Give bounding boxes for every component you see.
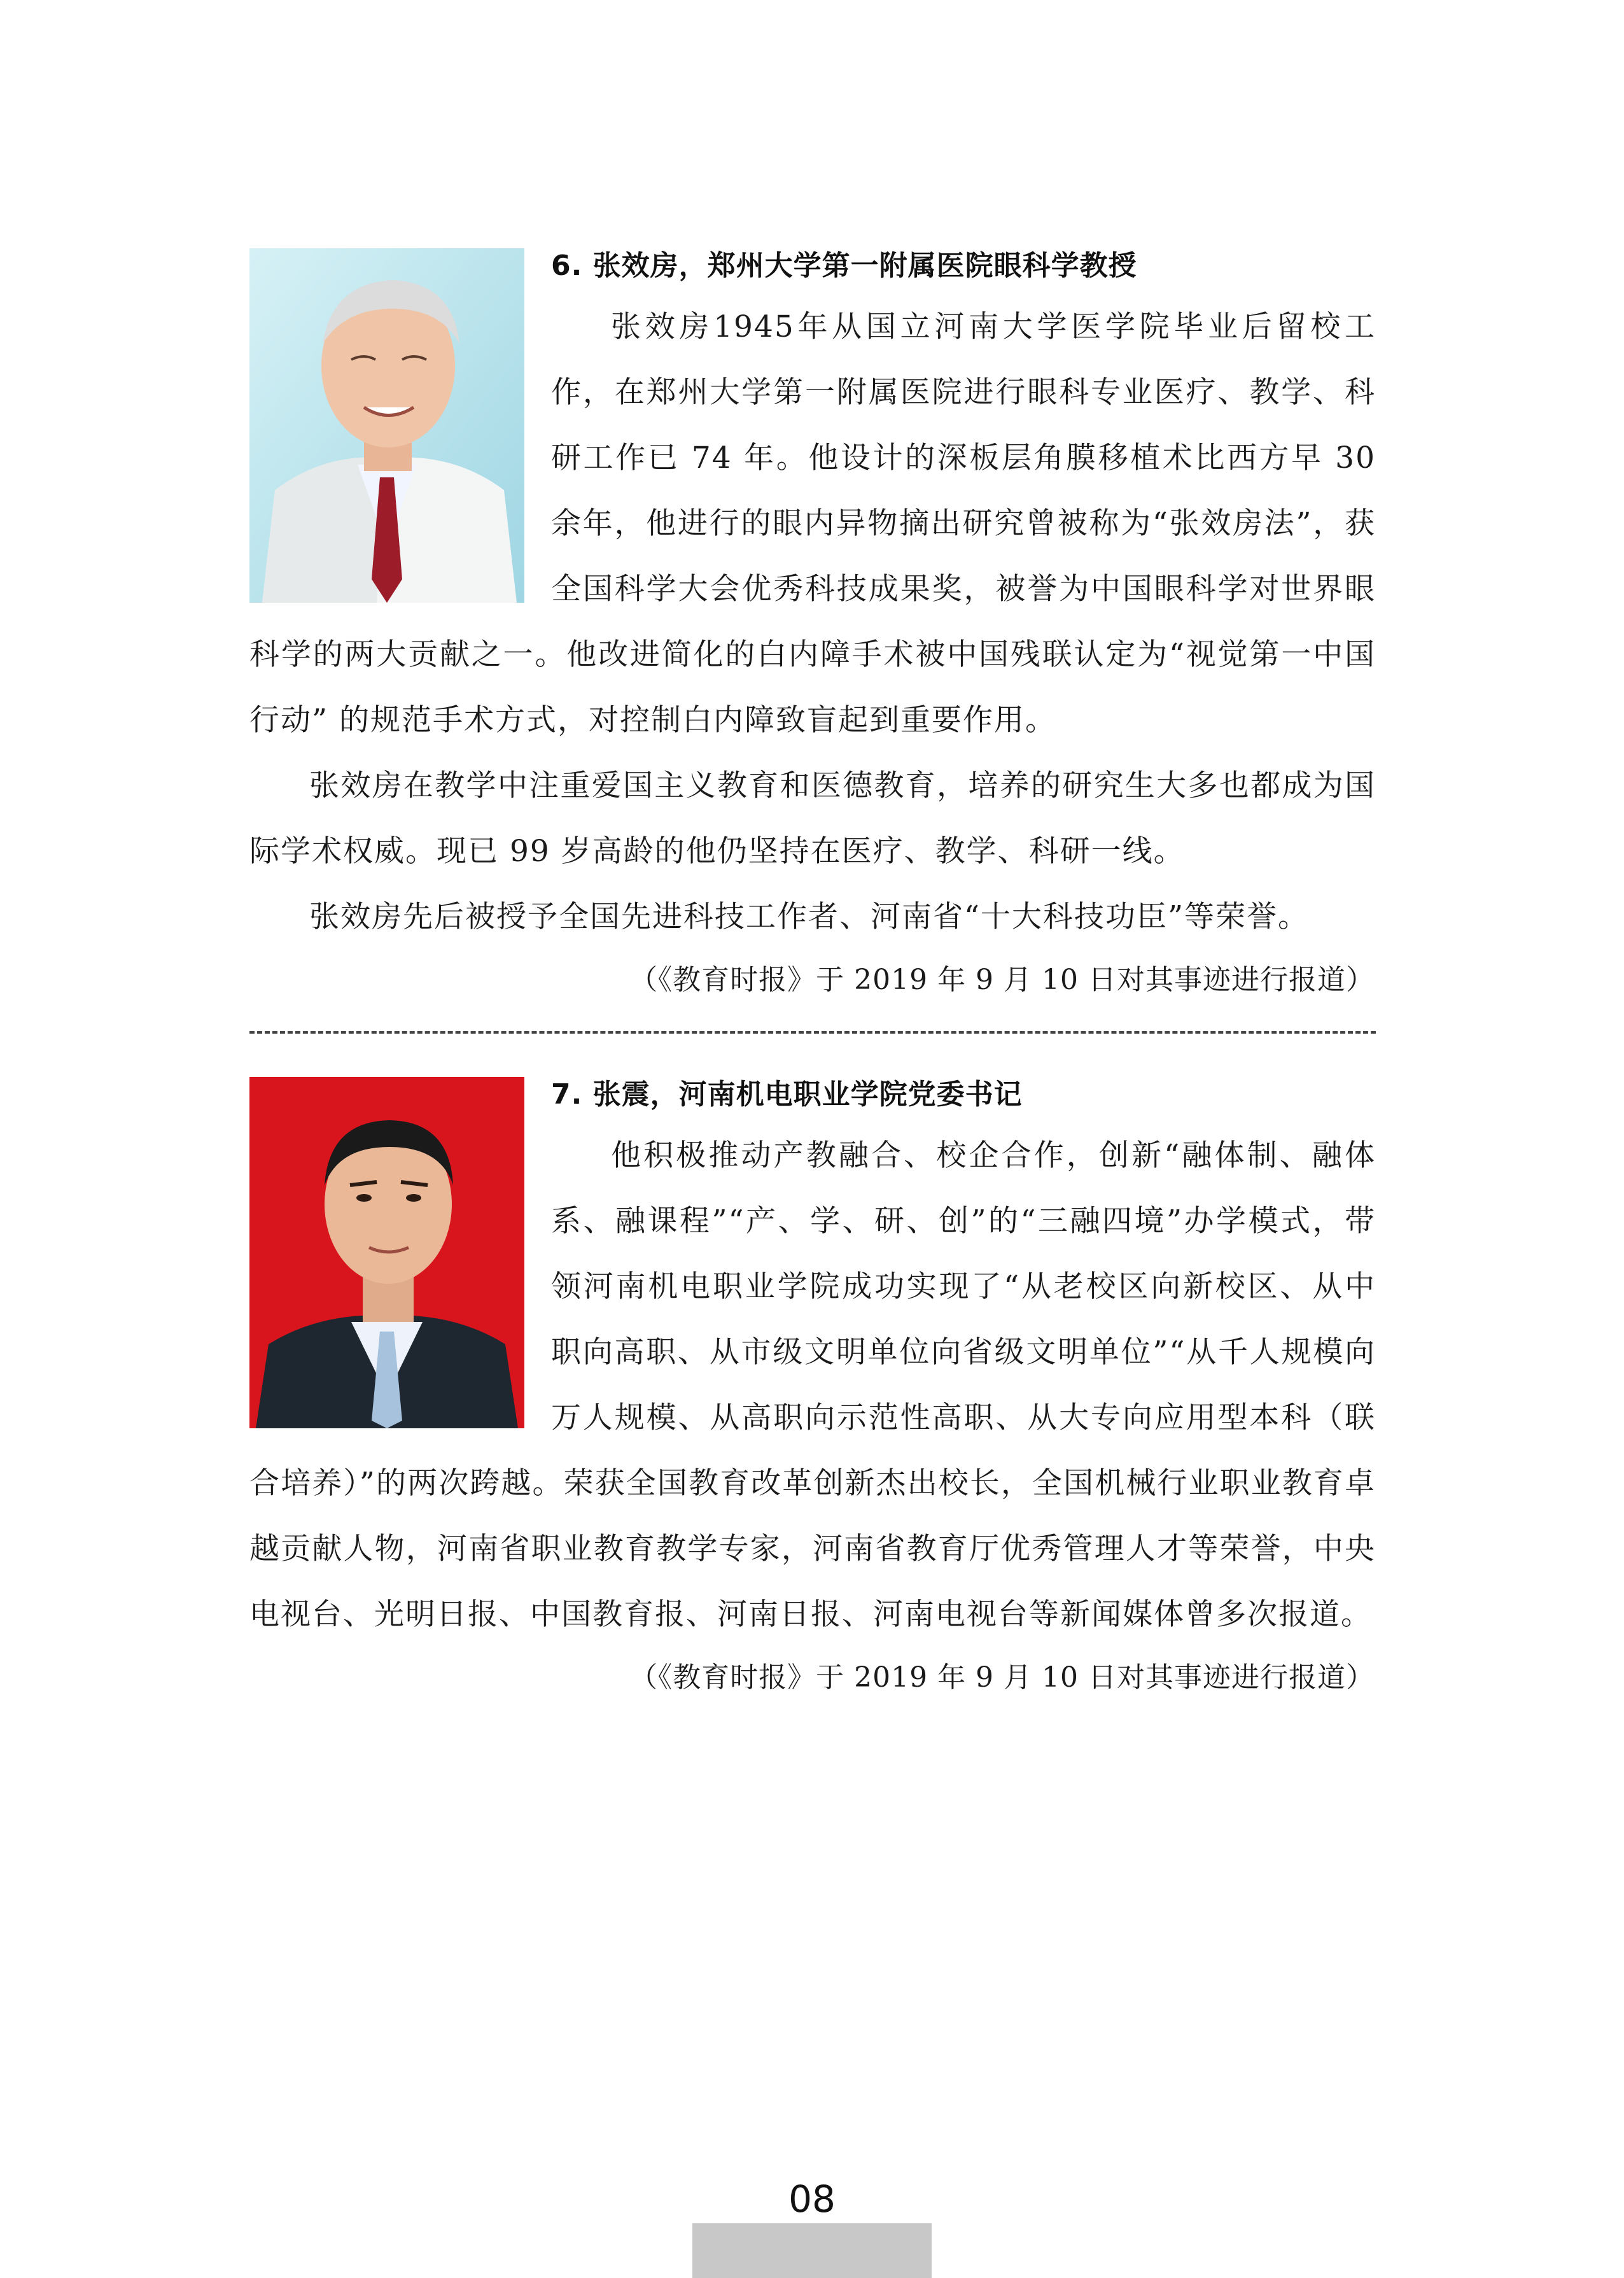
portrait-image xyxy=(249,1077,524,1428)
profile-paragraph: 张效房在教学中注重爱国主义教育和医德教育，培养的研究生大多也都成为国际学术权威。现已 99 岁高龄的他仍坚持在医疗、教学、科研一线。 xyxy=(249,768,1376,869)
profile-zhang-zhen xyxy=(249,1076,1376,1708)
profile-paragraph: 张效房先后被授予全国先进科技工作者、河南省“十大科技功臣”等荣誉。 xyxy=(309,899,1310,934)
portrait-image xyxy=(249,248,524,603)
profile-paragraph: 他积极推动产教融合、校企合作，创新“融体制、融体系、融课程”“产、学、研、创”的“三融四境”办学模式，带领河南机电职业学院成功实现了“从老校区向新校区、从中职向高职、从市级文明单位向省级文明单位”“从千人规模向万人规模、从高职向示范性高职、从大专向应用型本科（联合培养）”的两次跨越。荣获全国教育改革创新杰出校长，全国机械行业职业教育卓越贡献人物，河南省职业教育教学专家，河南省教育厅优秀管理人才等荣誉，中央电视台、光明日报、中国教育报、河南日报、河南电视台等新闻媒体曾多次报道。 xyxy=(249,1138,1376,1632)
profile-title: 6. 张效房，郑州大学第一附属医院眼科学教授 xyxy=(551,250,1137,282)
footer-bar xyxy=(692,2223,932,2278)
profile-title: 7. 张震，河南机电职业学院党委书记 xyxy=(551,1078,1023,1111)
portrait-photo-zhang-zhen xyxy=(249,1077,524,1428)
section-divider xyxy=(249,1031,1376,1034)
source-citation: （《教育时报》于 2019 年 9 月 10 日对其事迹进行报道） xyxy=(629,964,1375,996)
source-citation: （《教育时报》于 2019 年 9 月 10 日对其事迹进行报道） xyxy=(629,1661,1375,1694)
profile-zhang-xiaofang xyxy=(249,247,1376,1011)
profile-paragraph: 张效房1945年从国立河南大学医学院毕业后留校工作，在郑州大学第一附属医院进行眼科专业医疗、教学、科研工作已 74 年。他设计的深板层角膜移植术比西方早 30 余年，他进行的眼内异物摘出研究曾被称为“张效房法”，获全国科学大会优秀科技成果奖，被誉为中国眼科学对世界眼科学的两大贡献之一。他改进简化的白内障手术被中国残联认定为“视觉第一中国行动” 的规范手术方式，对控制白内障致盲起到重要作用。 xyxy=(249,309,1376,738)
portrait-photo-zhang-xiaofang xyxy=(249,248,524,603)
page-number: 08 xyxy=(788,2177,836,2221)
